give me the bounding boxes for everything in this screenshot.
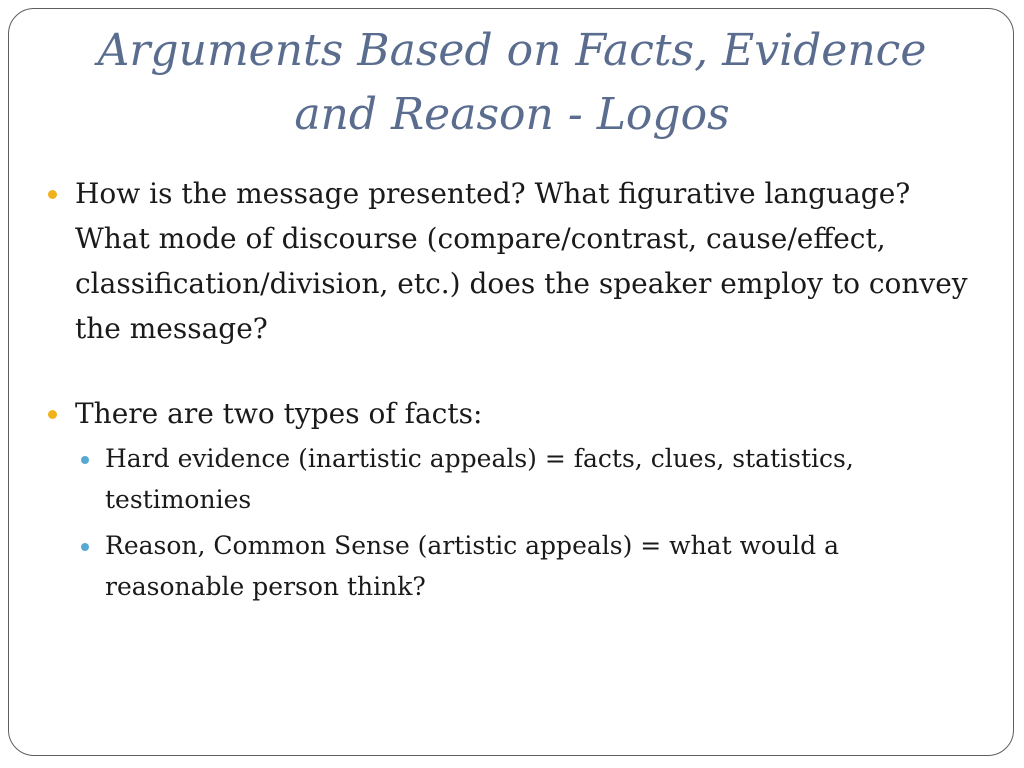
bullet-text: There are two types of facts: <box>75 397 483 430</box>
slide-title-line1: Arguments Based on Facts, Evidence <box>97 25 927 76</box>
sub-bullet-item <box>78 525 977 607</box>
bullet-dot-icon <box>48 190 57 199</box>
bullet-item <box>47 171 977 351</box>
sub-bullet-dot-icon <box>81 456 89 464</box>
sub-bullet-text: Hard evidence (inartistic appeals) = facts, clues, statistics, testimonies <box>105 444 854 514</box>
sub-bullet-item <box>78 438 977 520</box>
slide-title-line2: and Reason - Logos <box>294 89 730 140</box>
slide <box>8 8 1014 756</box>
slide-body <box>47 171 977 607</box>
bullet-text: How is the message presented? What figurative language? What mode of discourse (compare/contrast, cause/effect, classification/division, etc.) does the speaker employ to convey the message? <box>75 177 968 345</box>
bullet-item <box>47 391 977 607</box>
sub-bullet-dot-icon <box>81 543 89 551</box>
bullet-dot-icon <box>48 410 57 419</box>
slide-title <box>49 19 975 147</box>
sub-bullet-text: Reason, Common Sense (artistic appeals) = what would a reasonable person think? <box>105 531 839 601</box>
sub-bullet-list <box>75 438 977 607</box>
